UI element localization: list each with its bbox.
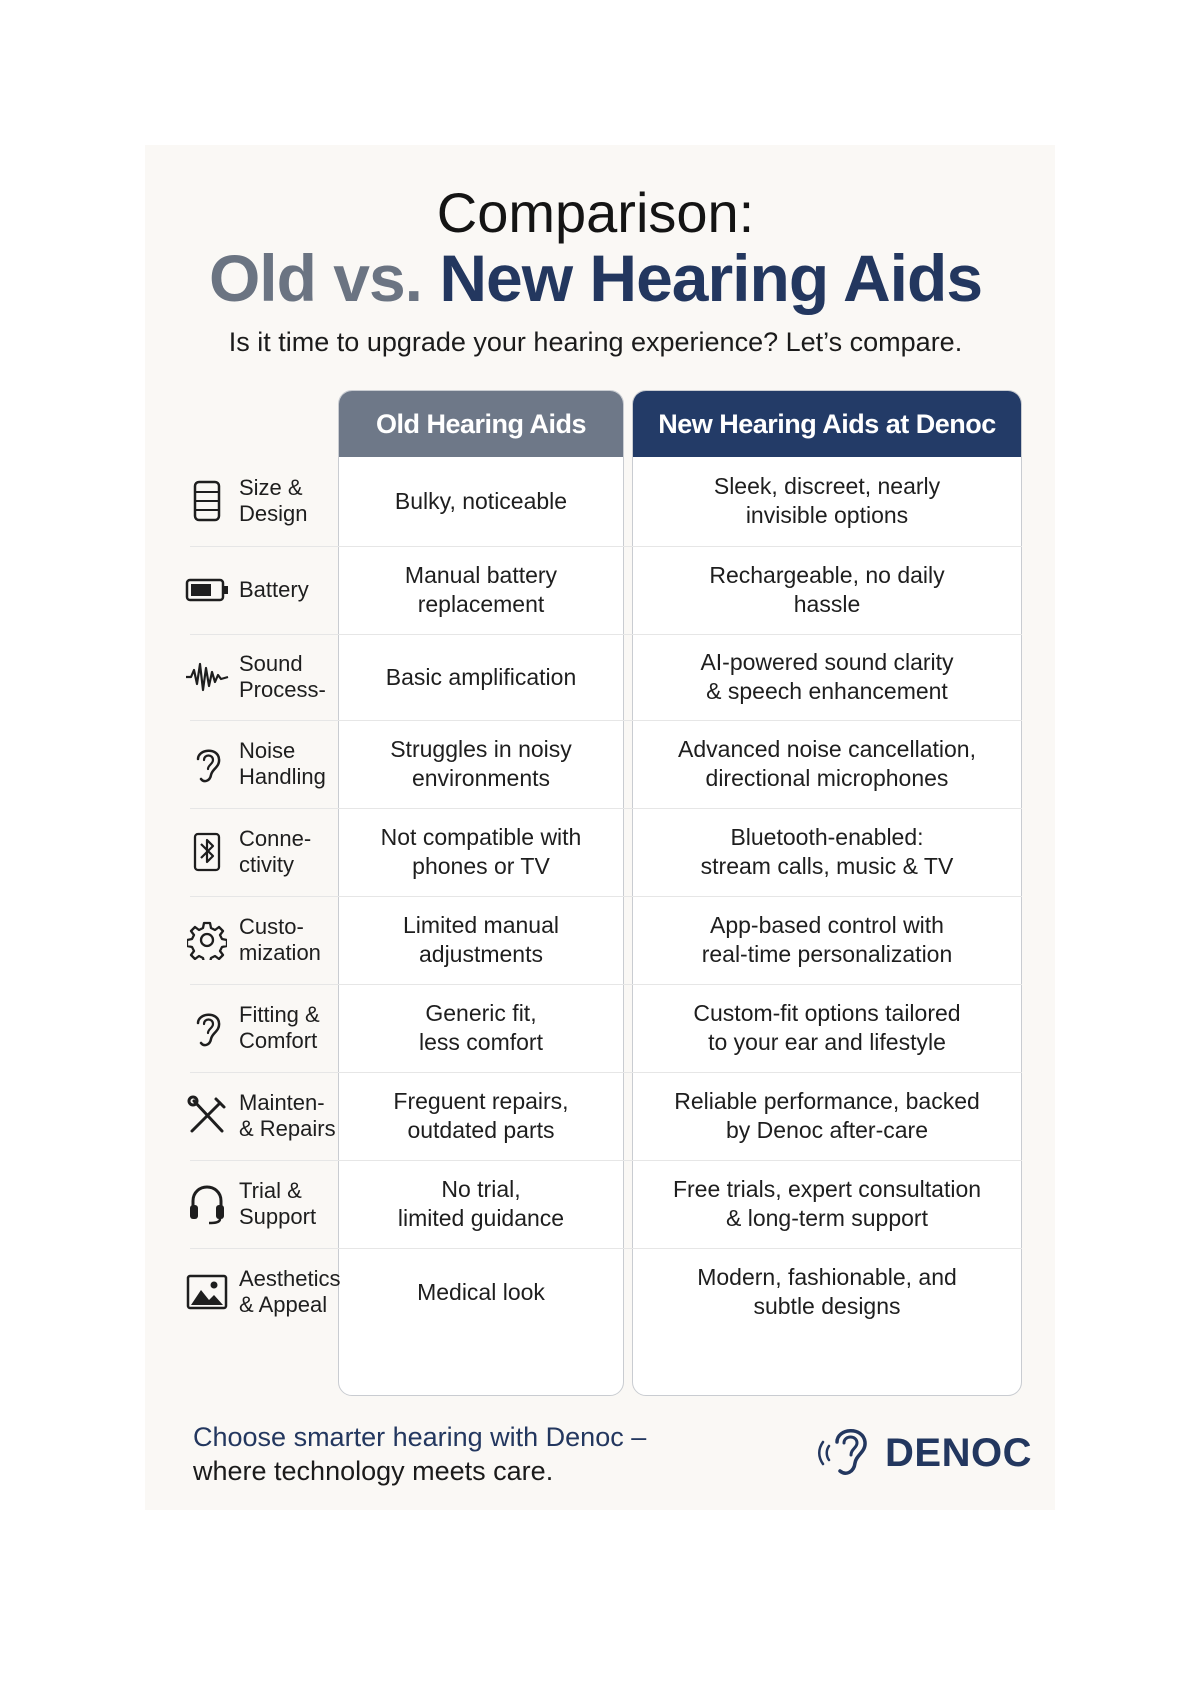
new-cell: Sleek, discreet, nearly invisible options [713,473,941,528]
old-cell: No trial, limited guidance [397,1176,565,1231]
battery-icon [185,568,229,612]
new-column-header: New Hearing Aids at Denoc [633,391,1021,457]
row-label: Sound Process- [239,651,326,702]
row-label-connectivity [185,808,338,896]
old-cell: Manual battery replacement [404,562,558,617]
row-label: Noise Handling [239,738,326,789]
row-label: Conne- ctivity [239,826,312,877]
new-cell: Free trials, expert consultation & long-term support [672,1176,982,1231]
old-cell: Basic amplification [385,663,577,690]
new-cell: Modern, fashionable, and subtle designs [697,1264,957,1319]
row-label: Trial & Support [239,1178,317,1229]
old-cell: Freguent repairs, outdated parts [393,1088,569,1143]
old-cell: Bulky, noticeable [394,487,568,514]
brand-name: DENOC [885,1431,1032,1475]
subtitle: Is it time to upgrade your hearing experience? Let’s compare. [228,327,963,357]
footer-line-1: Choose smarter hearing with Denoc – [193,1422,647,1452]
old-column-header: Old Hearing Aids [339,391,623,457]
footer-line-2: where technology meets care. [193,1456,554,1486]
headset-icon [185,1182,229,1226]
old-cell: Not compatible with phones or TV [380,824,582,879]
brand-logo [815,1418,1032,1489]
row-label-size-design [185,456,338,546]
row-label: Fitting & Comfort [239,1002,320,1053]
old-cell: Generic fit, less comfort [419,1000,543,1055]
row-label-aesthetics [185,1248,341,1336]
phone-icon [185,479,229,523]
title-line-2 [0,240,1191,316]
new-cell: Bluetooth-enabled: stream calls, music & TV [700,824,954,879]
row-label: Battery [239,577,309,602]
row-label-noise-handling [185,720,338,808]
row-label: Aesthetics & Appeal [239,1266,341,1317]
row-label-fitting-comfort [185,984,338,1072]
new-cell: Reliable performance, backed by Denoc after-care [674,1088,980,1143]
tools-icon [185,1094,229,1138]
sound-wave-icon [185,655,229,699]
old-cell: Struggles in noisy environments [390,736,572,791]
row-label-customization [185,896,338,984]
row-label: Size & Design [239,475,308,526]
new-cell: Rechargeable, no daily hassle [709,562,945,617]
new-cell: Custom-fit options tailored to your ear and lifestyle [693,1000,961,1055]
title-line-1: Comparison: [436,181,755,244]
new-cell: AI-powered sound clarity & speech enhancement [700,649,954,704]
ear-icon [185,742,229,786]
ear-icon [185,1006,229,1050]
old-cell: Medical look [417,1278,545,1305]
row-label-trial-support [185,1160,338,1248]
row-label-sound-processing [185,634,338,720]
footer-tagline [193,1420,646,1488]
new-cell: App-based control with real-time personalization [701,912,953,967]
new-cell: Advanced noise cancellation, directional microphones [678,736,976,791]
ear-sound-icon [815,1418,873,1489]
title-new: New Hearing Aids [439,241,983,315]
title-old: Old vs. [208,241,423,315]
row-label: Custo- mization [239,914,321,965]
row-label-battery [185,546,338,634]
image-icon [185,1270,229,1314]
row-label-maintenance [185,1072,338,1160]
old-cell: Limited manual adjustments [403,912,559,967]
bluetooth-icon [185,830,229,874]
gear-icon [185,918,229,962]
row-label: Mainten- & Repairs [239,1090,336,1141]
